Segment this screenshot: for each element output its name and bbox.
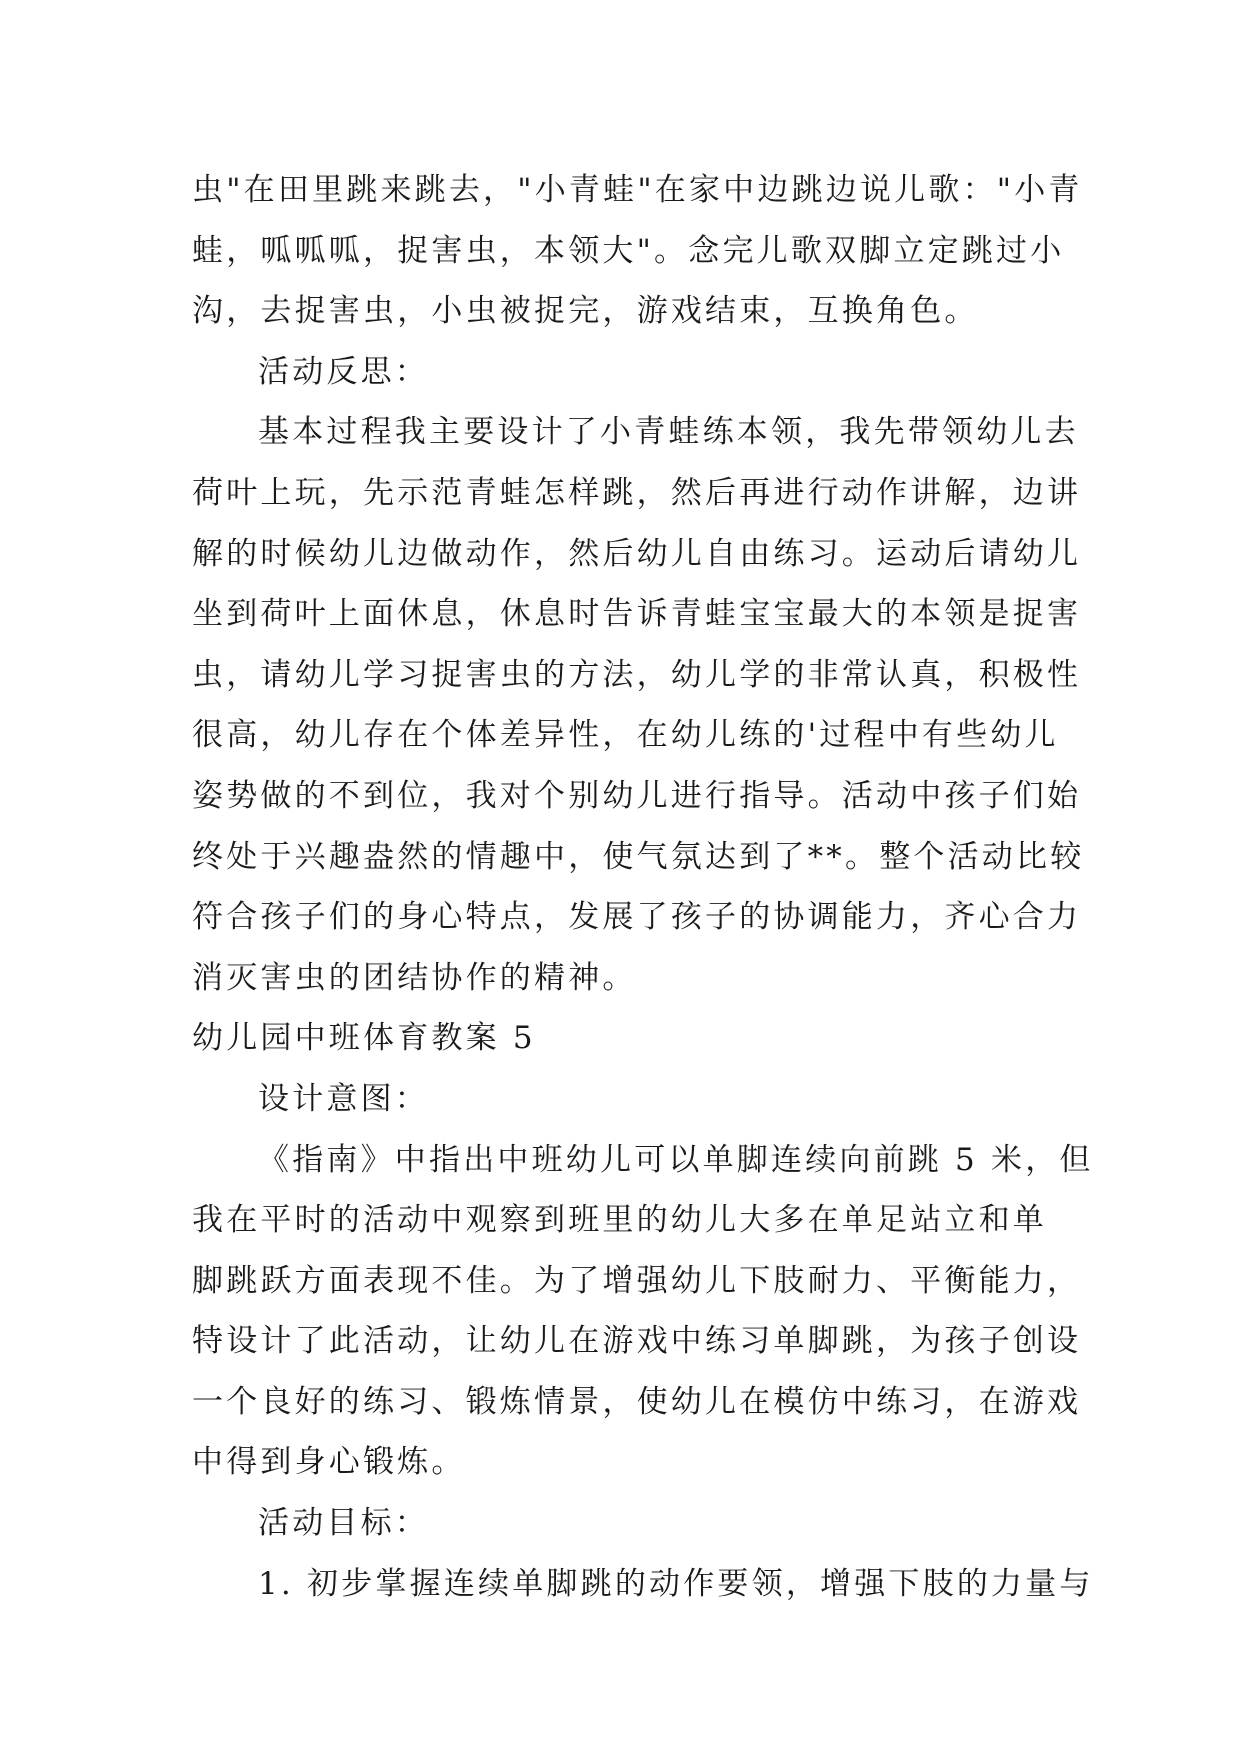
- text-line: 脚跳跃方面表现不佳。为了增强幼儿下肢耐力、平衡能力，: [192, 1262, 1082, 1299]
- text-line: 解的时候幼儿边做动作，然后幼儿自由练习。运动后请幼儿: [192, 535, 1082, 572]
- document-body: [192, 160, 1094, 1614]
- section-heading: 活动目标：: [258, 1505, 429, 1542]
- text-line: 虫"在田里跳来跳去，"小青蛙"在家中边跳边说儿歌："小青: [192, 172, 1083, 208]
- paragraph-start: 《指南》中指出中班幼儿可以单脚连续向前跳 5 米，但: [258, 1141, 1094, 1178]
- text-line: 终处于兴趣盎然的情趣中，使气氛达到了**。整个活动比较: [192, 838, 1085, 875]
- text-line: 我在平时的活动中观察到班里的幼儿大多在单足站立和单: [192, 1202, 1047, 1239]
- section-heading: 设计意图：: [258, 1080, 429, 1117]
- list-item: 1. 初步掌握连续单脚跳的动作要领，增强下肢的力量与: [258, 1565, 1094, 1602]
- text-line: 沟，去捉害虫，小虫被捉完，游戏结束，互换角色。: [192, 293, 979, 330]
- text-line: 虫，请幼儿学习捉害虫的方法，幼儿学的非常认真，积极性: [192, 656, 1082, 693]
- text-line: 荷叶上玩，先示范青蛙怎样跳，然后再进行动作讲解，边讲: [192, 474, 1082, 511]
- document-title: 幼儿园中班体育教案 5: [192, 1020, 536, 1057]
- text-line: 姿势做的不到位，我对个别幼儿进行指导。活动中孩子们始: [192, 777, 1082, 814]
- text-line: 中得到身心锻炼。: [192, 1444, 466, 1481]
- text-line: 蛙，呱呱呱，捉害虫，本领大"。念完儿歌双脚立定跳过小: [192, 232, 1065, 269]
- section-heading: 活动反思：: [258, 353, 429, 390]
- text-line: 特设计了此活动，让幼儿在游戏中练习单脚跳，为孩子创设: [192, 1323, 1082, 1360]
- paragraph-start: 基本过程我主要设计了小青蛙练本领，我先带领幼儿去: [258, 414, 1079, 451]
- text-line: 符合孩子们的身心特点，发展了孩子的协调能力，齐心合力: [192, 899, 1082, 936]
- text-line: 很高，幼儿存在个体差异性，在幼儿练的'过程中有些幼儿: [192, 717, 1059, 754]
- text-line: 坐到荷叶上面休息，休息时告诉青蛙宝宝最大的本领是捉害: [192, 596, 1082, 633]
- text-line: 一个良好的练习、锻炼情景，使幼儿在模仿中练习，在游戏: [192, 1383, 1082, 1420]
- text-line: 消灭害虫的团结协作的精神。: [192, 959, 637, 996]
